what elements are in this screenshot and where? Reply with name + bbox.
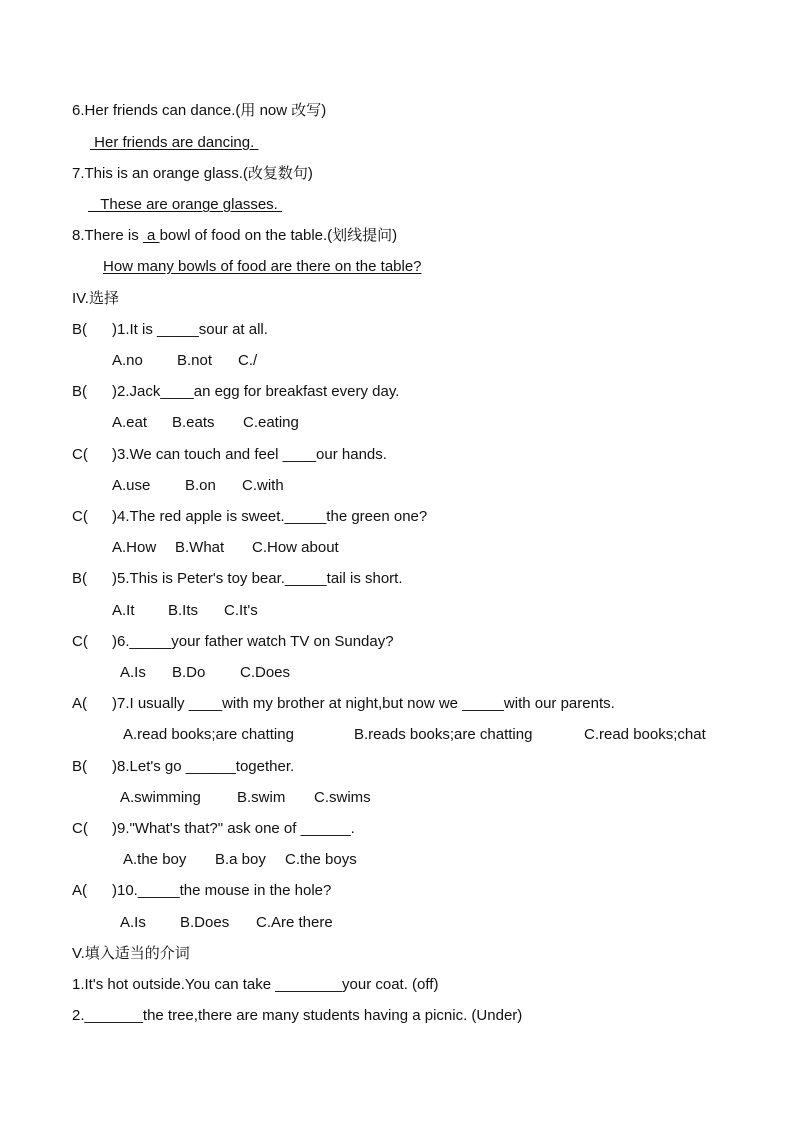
mc-option: C.Does: [240, 664, 291, 681]
question-7: 7.This is an orange glass.(改复数句): [72, 165, 313, 182]
mc-option: C.the boys: [285, 851, 357, 868]
mc-stem: 6._____your father watch TV on Sunday?: [117, 633, 394, 650]
mc-stem-7: [112, 694, 615, 714]
mc-option: C.Are there: [256, 914, 333, 931]
mc-item-9: [72, 819, 88, 839]
paren-close: ): [112, 882, 117, 899]
mc-stem-10: [112, 881, 331, 901]
mc-item-4: [72, 507, 88, 527]
mc-option: B.on: [185, 477, 216, 494]
mc-option: B.What: [175, 539, 225, 556]
mc-option: B.not: [177, 352, 213, 369]
mc-stem-8: [112, 757, 294, 777]
mc-answer: A(: [72, 882, 87, 899]
mc-stem: 9."What's that?" ask one of ______.: [117, 820, 355, 837]
mc-option: C.eating: [243, 414, 299, 431]
mc-stem: 4.The red apple is sweet._____the green one?: [117, 508, 428, 525]
mc-option: C.swims: [314, 789, 371, 806]
mc-option: A.use: [112, 477, 151, 494]
mc-option: A.Is: [120, 914, 146, 931]
question-8-pre: 8.There is: [72, 227, 143, 244]
paren-close: ): [112, 446, 117, 463]
mc-stem-6: [112, 632, 394, 652]
mc-answer: B(: [72, 383, 87, 400]
mc-option: A.eat: [112, 414, 148, 431]
mc-option: A.How: [112, 539, 157, 556]
paren-close: ): [112, 383, 117, 400]
mc-stem-3: [112, 445, 387, 465]
mc-stem: 1.It is _____sour at all.: [117, 321, 268, 338]
mc-option: C.read books;chat: [584, 726, 706, 743]
mc-option: C.It's: [224, 602, 258, 619]
mc-option: B.reads books;are chatting: [354, 726, 533, 743]
mc-stem: 10._____the mouse in the hole?: [117, 882, 332, 899]
question-8: [72, 226, 397, 246]
mc-answer: B(: [72, 321, 87, 338]
mc-option: B.Do: [172, 664, 206, 681]
paren-close: ): [112, 570, 117, 587]
mc-option: B.eats: [172, 414, 215, 431]
mc-option: A.Is: [120, 664, 146, 681]
mc-answer: C(: [72, 446, 88, 463]
paren-close: ): [112, 633, 117, 650]
answer-6: Her friends are dancing.: [90, 134, 259, 151]
mc-stem-9: [112, 819, 355, 839]
mc-stem-5: [112, 569, 403, 589]
mc-item-8: [72, 757, 87, 777]
mc-item-10: [72, 881, 87, 901]
mc-item-3: [72, 445, 88, 465]
mc-stem-4: [112, 507, 427, 527]
mc-item-6: [72, 632, 88, 652]
question-6: 6.Her friends can dance.(用 now 改写): [72, 102, 327, 119]
mc-option: C.with: [242, 477, 284, 494]
paren-close: ): [112, 321, 117, 338]
mc-answer: C(: [72, 508, 88, 525]
mc-answer: C(: [72, 820, 88, 837]
answer-7: These are orange glasses.: [88, 196, 283, 213]
section-4-heading: IV.选择: [72, 290, 119, 307]
paren-close: ): [112, 758, 117, 775]
question-8-underlined: a: [142, 227, 160, 244]
mc-item-2: [72, 382, 87, 402]
paren-close: ): [112, 695, 117, 712]
paren-close: ): [112, 820, 117, 837]
mc-answer: B(: [72, 758, 87, 775]
mc-option: B.a boy: [215, 851, 266, 868]
mc-stem-2: [112, 382, 399, 402]
fill-item-2: 2._______the tree,there are many students having a picnic. (Under): [72, 1007, 523, 1024]
mc-item-1: [72, 320, 87, 340]
mc-answer: C(: [72, 633, 88, 650]
section-5-heading: V.填入适当的介词: [72, 945, 190, 962]
answer-8: How many bowls of food are there on the table?: [103, 258, 422, 275]
mc-option: A.It: [112, 602, 135, 619]
mc-stem: 8.Let's go ______together.: [117, 758, 295, 775]
mc-option: C.How about: [252, 539, 339, 556]
mc-option: A.read books;are chatting: [123, 726, 294, 743]
fill-item-1: 1.It's hot outside.You can take ________your coat. (off): [72, 976, 439, 993]
mc-stem: 7.I usually ____with my brother at night,but now we _____with our parents.: [117, 695, 615, 712]
mc-option: B.swim: [237, 789, 286, 806]
mc-answer: A(: [72, 695, 87, 712]
mc-answer: B(: [72, 570, 87, 587]
mc-option: C./: [238, 352, 258, 369]
question-8-post: bowl of food on the table.(划线提问): [159, 227, 398, 244]
mc-stem-1: [112, 320, 268, 340]
mc-stem: 2.Jack____an egg for breakfast every day.: [117, 383, 400, 400]
mc-option: B.Does: [180, 914, 230, 931]
mc-item-5: [72, 569, 87, 589]
mc-stem: 5.This is Peter's toy bear._____tail is short.: [117, 570, 403, 587]
mc-option: A.the boy: [123, 851, 187, 868]
mc-option: B.Its: [168, 602, 199, 619]
mc-item-7: [72, 694, 87, 714]
paren-close: ): [112, 508, 117, 525]
mc-option: A.swimming: [120, 789, 201, 806]
mc-option: A.no: [112, 352, 143, 369]
mc-stem: 3.We can touch and feel ____our hands.: [117, 446, 387, 463]
